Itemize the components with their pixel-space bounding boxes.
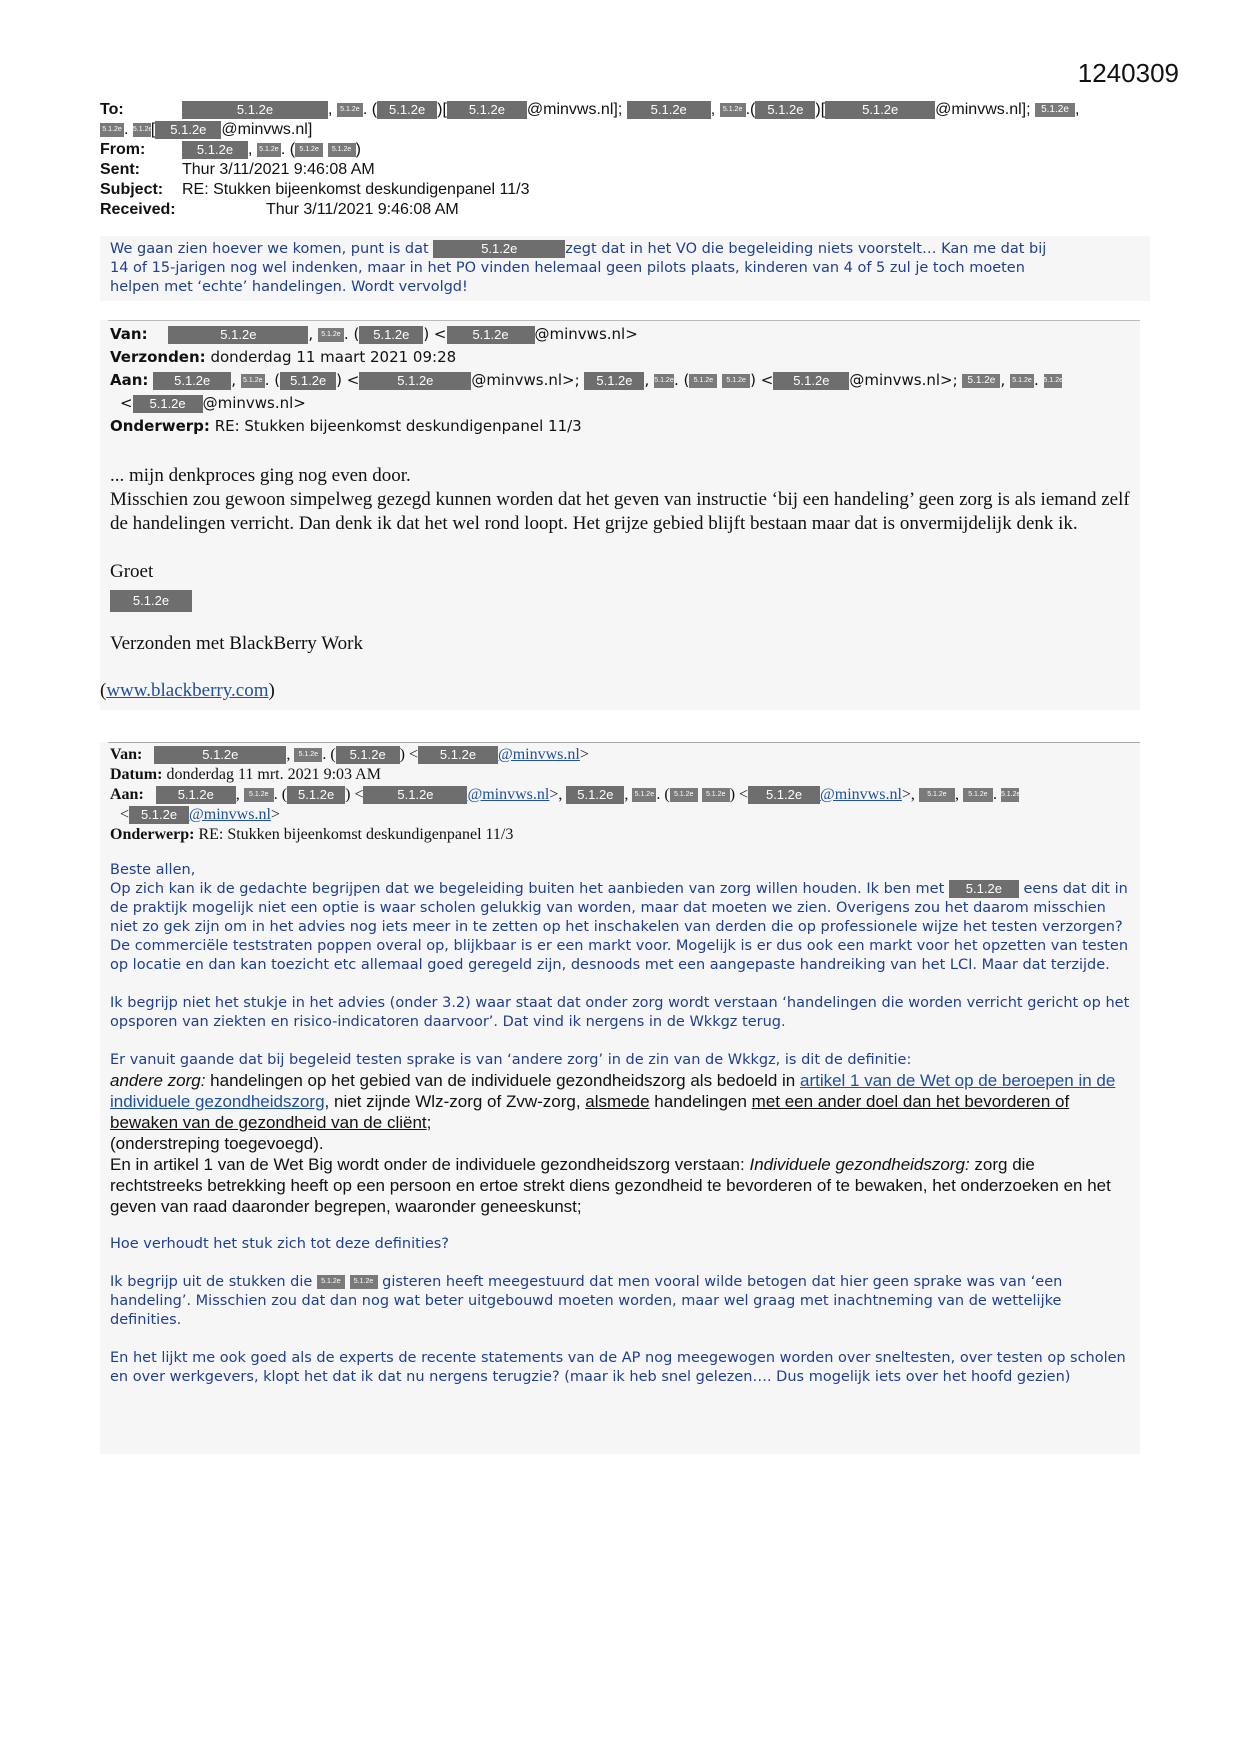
message-2-body: [100, 438, 1140, 656]
definition-text: handelingen: [649, 1092, 752, 1111]
aan-label: Aan:: [110, 786, 144, 803]
aan-row-continued: < 5.1.2e @minvws.nl>: [120, 394, 306, 412]
redaction-box: 5.1.2e: [336, 746, 400, 764]
recipient-email-link[interactable]: @minvws.nl: [820, 786, 902, 803]
email-header: [100, 100, 1140, 220]
redaction-box: 5.1.2e: [280, 372, 336, 390]
recipient-domain: @minvws.nl];: [526, 101, 623, 118]
redaction-box: 5.1.2e: [317, 1275, 345, 1289]
greeting: Groet: [110, 561, 154, 582]
definition-andere-zorg: [110, 1070, 1130, 1133]
received-date: Thur 3/11/2021 9:46:08 AM: [266, 201, 459, 218]
redaction-box: 5.1.2e: [1035, 103, 1075, 117]
redaction-box: 5.1.2e: [133, 123, 151, 137]
body-text: Op zich kan ik de gedachte begrijpen dat we begeleiding buiten het aanbieden van zorg willen houden. Ik ben met: [110, 881, 945, 897]
verzonden-label: Verzonden:: [110, 348, 206, 366]
redaction-box: 5.1.2e: [328, 143, 356, 157]
redaction-box: 5.1.2e: [363, 786, 467, 804]
van-label: Van:: [110, 746, 143, 763]
redaction-box: 5.1.2e: [154, 746, 286, 764]
redaction-box: 5.1.2e: [1001, 788, 1019, 802]
redaction-box: 5.1.2e: [447, 326, 535, 344]
redaction-box: 5.1.2e: [722, 374, 750, 388]
redaction-box: 5.1.2e: [350, 1275, 378, 1289]
redaction-box: 5.1.2e: [318, 328, 344, 342]
body-paragraph: Misschien zou gewoon simpelweg gezegd kunnen worden dat het geven van instructie ‘bij een handeling’ geen zorg is als iemand zelf de handelingen verricht. Dan denk ik dat het wel rond loopt. Het grijze gebied blijft bestaan maar dat is onvermijdelijk denk ik.: [110, 489, 1130, 534]
reply-text: zegt dat in het VO die begeleiding niets voorstelt… Kan me dat bij: [565, 241, 1047, 257]
redaction-box: 5.1.2e: [241, 374, 265, 388]
datum-value: donderdag 11 mrt. 2021 9:03 AM: [166, 766, 381, 783]
definition-wet-big: [110, 1154, 1130, 1217]
redaction-box: 5.1.2e: [359, 326, 423, 344]
definition-term: Individuele gezondheidszorg:: [749, 1155, 970, 1174]
aan-row: Aan: 5.1.2e , 5.1.2e . ( 5.1.2e ) < 5.1.2e @minvws.nl>, 5.1.2e , 5.1.2e . ( 5.1.2e 5.1.2e ) < 5.1.2e @minvws.nl>, 5.1.2e , 5.1.2e . 5.1.2e: [110, 786, 1021, 803]
redaction-box: 5.1.2e: [702, 788, 730, 802]
received-label: Received:: [100, 201, 176, 218]
redaction-box: 5.1.2e: [100, 123, 124, 137]
reply-text: We gaan zien hoever we komen, punt is dat: [110, 241, 429, 257]
onderwerp-label: Onderwerp:: [110, 417, 210, 435]
body-paragraph: ... mijn denkproces ging nog even door.: [110, 465, 411, 486]
salutation: Beste allen,: [110, 862, 196, 878]
redaction-box: 5.1.2e: [155, 121, 221, 139]
redaction-box: 5.1.2e: [670, 788, 698, 802]
from-row: From: 5.1.2e , 5.1.2e . ( 5.1.2e 5.1.2e ): [100, 141, 361, 158]
blackberry-link-line: (www.blackberry.com): [100, 680, 275, 701]
redaction-box: 5.1.2e: [287, 786, 345, 804]
redaction-box: 5.1.2e: [447, 101, 527, 119]
blackberry-link[interactable]: www.blackberry.com: [106, 680, 269, 701]
definition-text: En in artikel 1 van de Wet Big wordt onder de individuele gezondheidszorg verstaan:: [110, 1155, 750, 1174]
message-3-header: [100, 743, 1140, 845]
redaction-box: 5.1.2e: [755, 101, 815, 119]
redaction-box: 5.1.2e: [1044, 374, 1062, 388]
redaction-box: 5.1.2e: [433, 240, 565, 258]
subject-text: RE: Stukken bijeenkomst deskundigenpanel 11/3: [182, 181, 530, 198]
van-label: Van:: [110, 325, 148, 343]
to-row-continued: 5.1.2e . 5.1.2e[ 5.1.2e @minvws.nl]: [100, 120, 1140, 140]
from-label: From:: [100, 141, 146, 158]
redaction-box: 5.1.2e: [962, 374, 1000, 388]
aan-row: Aan: 5.1.2e , 5.1.2e . ( 5.1.2e ) < 5.1.2e @minvws.nl>; 5.1.2e , 5.1.2e. ( 5.1.2e 5.1.2e ) < 5.1.2e @minvws.nl>; 5.1.2e , 5.1.2e . 5.1.2e: [110, 371, 1064, 389]
forwarded-message-2: [100, 320, 1140, 710]
redaction-box: 5.1.2e: [1010, 374, 1034, 388]
sender-domain: @minvws.nl>: [534, 325, 638, 343]
redaction-box: 5.1.2e: [949, 880, 1019, 898]
onderwerp-row: [110, 415, 1140, 438]
redaction-box: 5.1.2e: [294, 748, 322, 762]
redaction-box: 5.1.2e: [337, 103, 363, 117]
verzonden-date: donderdag 11 maart 2021 09:28: [210, 348, 457, 366]
recipient-email-link[interactable]: @minvws.nl: [467, 786, 550, 803]
verzonden-row: [110, 346, 1140, 369]
subject-row: [100, 180, 1140, 200]
redaction-box: 5.1.2e: [257, 143, 281, 157]
redaction-box: 5.1.2e: [627, 101, 711, 119]
redaction-box: 5.1.2e: [129, 806, 189, 824]
van-row: Van: 5.1.2e , 5.1.2e . ( 5.1.2e ) < 5.1.2e @minvws.nl>: [110, 325, 638, 343]
redaction-box: 5.1.2e: [168, 326, 308, 344]
body-text: dat dit in de praktijk mogelijk niet een optie is waar scholen gelukkig van worden, maar dat moeten we zien.: [110, 881, 1128, 916]
aan-row-continued: < 5.1.2e @minvws.nl>: [120, 806, 280, 823]
redaction-box: 5.1.2e: [182, 141, 248, 159]
onderwerp-text: RE: Stukken bijeenkomst deskundigenpanel 11/3: [214, 417, 582, 435]
message-3-body-continued: [100, 1217, 1140, 1387]
redaction-box: 5.1.2e: [418, 746, 498, 764]
subject-label: Subject:: [100, 181, 164, 198]
message-2-header: [100, 321, 1140, 438]
onderwerp-text: RE: Stukken bijeenkomst deskundigenpanel 11/3: [198, 826, 514, 843]
datum-label: Datum:: [110, 766, 163, 783]
body-paragraph: Er vanuit gaande dat bij begeleid testen sprake is van ‘andere zorg’ in de zin van de Wkkgz, is dit de definitie:: [110, 1052, 912, 1068]
signature-line: Verzonden met BlackBerry Work: [110, 633, 363, 654]
redaction-box: 5.1.2e: [244, 788, 274, 802]
redaction-box: 5.1.2e: [654, 374, 674, 388]
redaction-box: 5.1.2e: [720, 103, 746, 117]
van-row: Van: 5.1.2e , 5.1.2e . ( 5.1.2e ) < 5.1.2e @minvws.nl>: [110, 746, 589, 763]
recipient-domain: @minvws.nl]: [221, 121, 313, 138]
recipient-email-link[interactable]: @minvws.nl: [189, 806, 271, 823]
redaction-box: 5.1.2e: [632, 788, 656, 802]
body-text: gisteren heeft meegestuurd dat men vooral wilde betogen dat hier geen sprake was van ‘een handeling’. Misschien zou dat dan nog wat beter uitgebouwd moeten worden, maar wel graag met inachtneming van de wettelijke definities.: [110, 1274, 1063, 1328]
to-label: To:: [100, 101, 124, 118]
body-paragraph: En het lijkt me ook goed als de experts de recente statements van de AP nog meegewogen worden over sneltesten, over testen op scholen en over werkgevers, klopt het dat ik dat nu nergens terugzie? (maar ik heb snel gelezen…. Dus mogelijk iets over het hoofd gezien): [110, 1350, 1126, 1385]
redaction-box: 5.1.2e: [377, 101, 437, 119]
redaction-box: 5.1.2e: [825, 101, 935, 119]
recipient-domain: @minvws.nl>;: [849, 371, 958, 389]
redaction-box: 5.1.2e: [963, 788, 993, 802]
redaction-box: 5.1.2e: [110, 590, 192, 612]
redaction-box: 5.1.2e: [584, 372, 644, 390]
body-paragraph: [110, 880, 1130, 975]
datum-row: [110, 765, 1140, 785]
recipient-domain: @minvws.nl>: [202, 394, 306, 412]
reply-line: helpen met ‘echte’ handelingen. Wordt vervolgd!: [110, 279, 468, 295]
redaction-box: 5.1.2e: [153, 372, 231, 390]
reply-line: 14 of 15-jarigen nog wel indenken, maar in het PO vinden helemaal geen pilots plaats, kinderen van 4 of 5 zul je toch moeten: [110, 260, 1025, 276]
underline-note: (onderstreping toegevoegd).: [110, 1134, 324, 1153]
body-paragraph: Hoe verhoudt het stuk zich tot deze definities?: [110, 1236, 449, 1252]
sender-email-link[interactable]: @minvws.nl: [498, 746, 580, 763]
redaction-box: 5.1.2e: [689, 374, 717, 388]
definition-block: [100, 1070, 1140, 1217]
sent-label: Sent:: [100, 161, 140, 178]
reply-message-body: [100, 236, 1150, 301]
redaction-box: 5.1.2e: [182, 101, 328, 119]
message-3-body: [100, 845, 1140, 1070]
definition-text: zorg die rechtstreeks betrekking heeft op een persoon en ertoe strekt diens gezondheid te bevorderen of te bewaken, het onderzoeken en het geven van raad daaronder begrepen, waaronder geneeskunst;: [110, 1155, 1111, 1216]
redaction-box: 5.1.2e: [359, 372, 471, 390]
definition-text: ;: [426, 1113, 432, 1132]
body-paragraph: Ik begrijp niet het stukje in het advies (onder 3.2) waar staat dat onder zorg wordt verstaan ‘handelingen die worden verricht gericht op het opsporen van ziekten en risico-indicatoren daarvoor’. Dat vind ik nergens in de Wkkgz terug.: [110, 995, 1130, 1030]
definition-underlined: alsmede: [585, 1092, 650, 1111]
body-paragraph: [110, 1273, 1130, 1330]
redaction-box: 5.1.2e: [748, 786, 820, 804]
definition-text: , niet zijnde Wlz-zorg of Zvw-zorg,: [324, 1092, 586, 1111]
body-text: Overigens zou het daarom misschien niet zo gek zijn om in het advies nog iets meer in te zetten op het inschakelen van derden die op professionele wijze het testen verzorgen? De commerciële teststraten poppen overal op, blijkbaar is er een markt voor. Mogelijk is er dus ook een markt voor het opzetten van testen op locatie en dan kan toezicht etc allemaal goed geregeld zijn, desnoods met een aangepaste handreiking van het LCI. Maar dat terzijde.: [110, 900, 1129, 973]
body-text: Ik begrijp uit de stukken die: [110, 1274, 313, 1290]
sent-date: Thur 3/11/2021 9:46:08 AM: [182, 161, 375, 178]
recipient-domain: @minvws.nl];: [935, 101, 1031, 118]
sent-row: [100, 160, 1140, 180]
recipient-domain: @minvws.nl>;: [471, 371, 580, 389]
definition-term: andere zorg:: [110, 1071, 206, 1090]
to-row: To: 5.1.2e , 5.1.2e . ( 5.1.2e )[ 5.1.2e @minvws.nl]; 5.1.2e , 5.1.2e .( 5.1.2e )[ 5.1.2e @minvws.nl]; 5.1.2e ,: [100, 101, 1080, 118]
forwarded-message-3: [100, 742, 1140, 1454]
received-row: [100, 200, 1140, 220]
reply-line: [110, 240, 1150, 259]
wet-big-article-link[interactable]: artikel 1 van de Wet op de beroepen in de individuele gezondheidszorg: [110, 1071, 1116, 1111]
redaction-box: 5.1.2e: [773, 372, 849, 390]
document-number: 1240309: [1077, 58, 1179, 88]
onderwerp-label: Onderwerp:: [110, 826, 195, 843]
aan-label: Aan:: [110, 371, 149, 389]
onderwerp-row: [110, 825, 1140, 845]
redaction-box: 5.1.2e: [919, 788, 955, 802]
redaction-box: 5.1.2e: [295, 143, 323, 157]
definition-text: handelingen op het gebied van de individuele gezondheidszorg als bedoeld in: [205, 1071, 800, 1090]
redaction-box: 5.1.2e: [156, 786, 236, 804]
redaction-box: 5.1.2e: [133, 395, 203, 413]
body-text: eens: [1023, 881, 1059, 897]
definition-underlined: met een ander doel dan het bevorderen of bewaken van de gezondheid van de cliënt: [110, 1092, 1070, 1132]
redaction-box: 5.1.2e: [566, 786, 624, 804]
